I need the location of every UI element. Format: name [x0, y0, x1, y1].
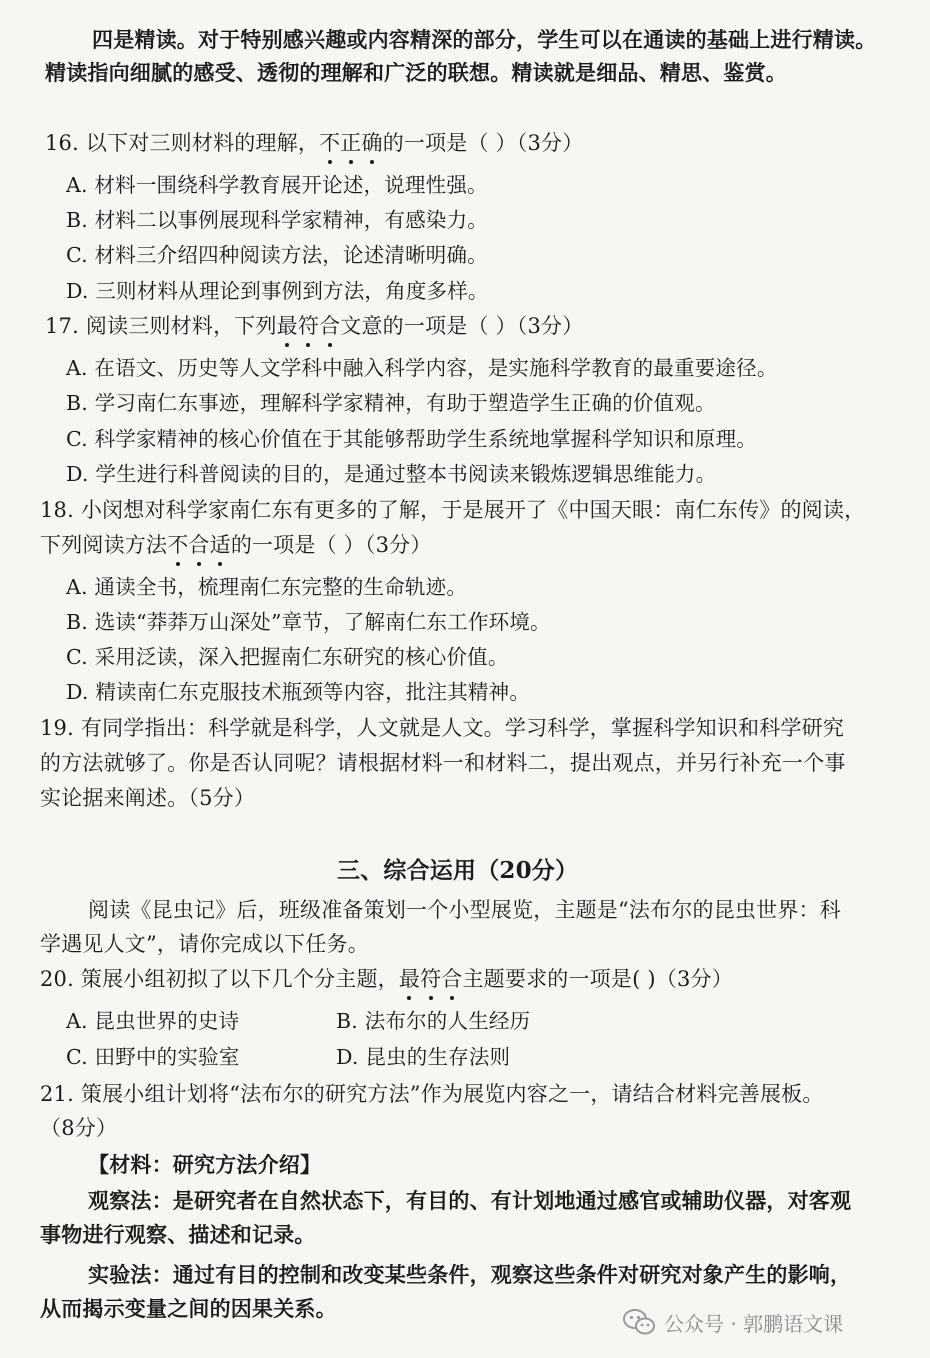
q18-suffix: 的一项是（ ）（3分）: [230, 533, 432, 557]
q17-option-a: A. 在语文、历史等人文学科中融入科学内容，是实施科学教育的最重要途径。: [66, 356, 778, 380]
question-18-stem: [40, 530, 432, 560]
q20-option-b: B. 法布尔的人生经历: [336, 1009, 531, 1033]
watermark-text: 公众号 · 郭鹏语文课: [664, 1311, 844, 1336]
emphasis-char: 合: [319, 311, 340, 341]
material-title: 【材料：研究方法介绍】: [88, 1152, 322, 1177]
q18-option-d: D. 精读南仁东克服技术瓶颈等内容，批注其精神。: [66, 680, 531, 704]
question-21-line-1: 21. 策展小组计划将“法布尔的研究方法”作为展览内容之一，请结合材料完善展板。: [40, 1082, 824, 1106]
question-21-line-2: （8分）: [40, 1116, 118, 1140]
emphasis-char: 不: [167, 530, 188, 560]
q20-option-a: A. 昆虫世界的史诗: [66, 1009, 240, 1033]
question-19-line-3: 实论据来阐述。（5分）: [40, 786, 256, 810]
emphasis-char: 不: [319, 128, 340, 158]
passage-line-2: 精读指向细腻的感受、透彻的理解和广泛的联想。精读就是细品、精思、鉴赏。: [45, 60, 787, 85]
q18-prefix: 下列阅读方法: [40, 533, 168, 557]
emphasis-char: 适: [210, 530, 231, 560]
q16-suffix: 的一项是（ ）（3分）: [382, 131, 584, 155]
q16-option-d: D. 三则材料从理论到事例到方法，角度多样。: [66, 279, 489, 303]
q16-option-a: A. 材料一围绕科学教育展开论述，说理性强。: [66, 173, 488, 197]
question-20-stem: [40, 964, 733, 994]
emphasis-char: 确: [361, 128, 382, 158]
question-16-stem: [45, 128, 583, 158]
emphasis-char: 符: [420, 964, 441, 994]
q18-option-c: C. 采用泛读，深入把握南仁东研究的核心价值。: [66, 645, 509, 669]
emphasis-char: 最: [399, 964, 420, 994]
q20-prefix: 20. 策展小组初拟了以下几个分主题，: [40, 967, 399, 991]
emphasis-char: 符: [298, 311, 319, 341]
q17-prefix: 17. 阅读三则材料，下列: [45, 314, 277, 338]
q17-suffix: 文意的一项是（ ）（3分）: [340, 314, 584, 338]
q20-option-c: C. 田野中的实验室: [66, 1045, 240, 1069]
experiment-line-2: 从而揭示变量之间的因果关系。: [40, 1296, 337, 1321]
section-intro-line-2: 学遇见人文”，请你完成以下任务。: [40, 932, 369, 956]
q18-option-a: A. 通读全书，梳理南仁东完整的生命轨迹。: [66, 575, 468, 599]
experiment-line-1: 实验法：通过有目的控制和改变某些条件，观察这些条件对研究对象产生的影响，: [88, 1262, 852, 1287]
observation-line-1: 观察法：是研究者在自然状态下，有目的、有计划地通过感官或辅助仪器，对客观: [88, 1188, 852, 1213]
emphasis-char: 正: [340, 128, 361, 158]
question-19-line-1: 19. 有同学指出：科学就是科学，人文就是人文。学习科学，掌握科学知识和科学研究: [40, 716, 845, 740]
emphasis-char: 最: [277, 311, 298, 341]
passage-line-1: 四是精读。对于特别感兴趣或内容精深的部分，学生可以在通读的基础上进行精读。: [92, 27, 877, 52]
question-19-line-2: 的方法就够了。你是否认同呢？请根据材料一和材料二，提出观点，并另行补充一个事: [40, 751, 846, 775]
emphasis-char: 合: [188, 530, 209, 560]
question-17-stem: [45, 311, 583, 341]
section-intro-line-1: 阅读《昆虫记》后，班级准备策划一个小型展览，主题是“法布尔的昆虫世界：科: [88, 898, 841, 922]
q17-option-b: B. 学习南仁东事迹，理解科学家精神，有助于塑造学生正确的价值观。: [66, 391, 716, 415]
wechat-icon: [622, 1307, 656, 1337]
q16-option-c: C. 材料三介绍四种阅读方法，论述清晰明确。: [66, 243, 488, 267]
q20-suffix: 主题要求的一项是( )（3分）: [462, 967, 733, 991]
emphasis-char: 合: [441, 964, 462, 994]
section-title: 三、综合运用（20分）: [337, 857, 579, 884]
observation-line-2: 事物进行观察、描述和记录。: [40, 1222, 316, 1247]
q17-option-c: C. 科学家精神的核心价值在于其能够帮助学生系统地掌握科学知识和原理。: [66, 427, 757, 451]
question-18-line-1: 18. 小闵想对科学家南仁东有更多的了解，于是展开了《中国天眼：南仁东传》的阅读，: [40, 498, 866, 522]
q17-option-d: D. 学生进行科普阅读的目的，是通过整本书阅读来锻炼逻辑思维能力。: [66, 462, 717, 486]
q20-option-d: D. 昆虫的生存法则: [336, 1045, 511, 1069]
q16-prefix: 16. 以下对三则材料的理解，: [45, 131, 320, 155]
q16-option-b: B. 材料二以事例展现科学家精神，有感染力。: [66, 208, 488, 232]
watermark: [622, 1305, 843, 1339]
q18-option-b: B. 选读“莽莽万山深处”章节，了解南仁东工作环境。: [66, 610, 551, 634]
